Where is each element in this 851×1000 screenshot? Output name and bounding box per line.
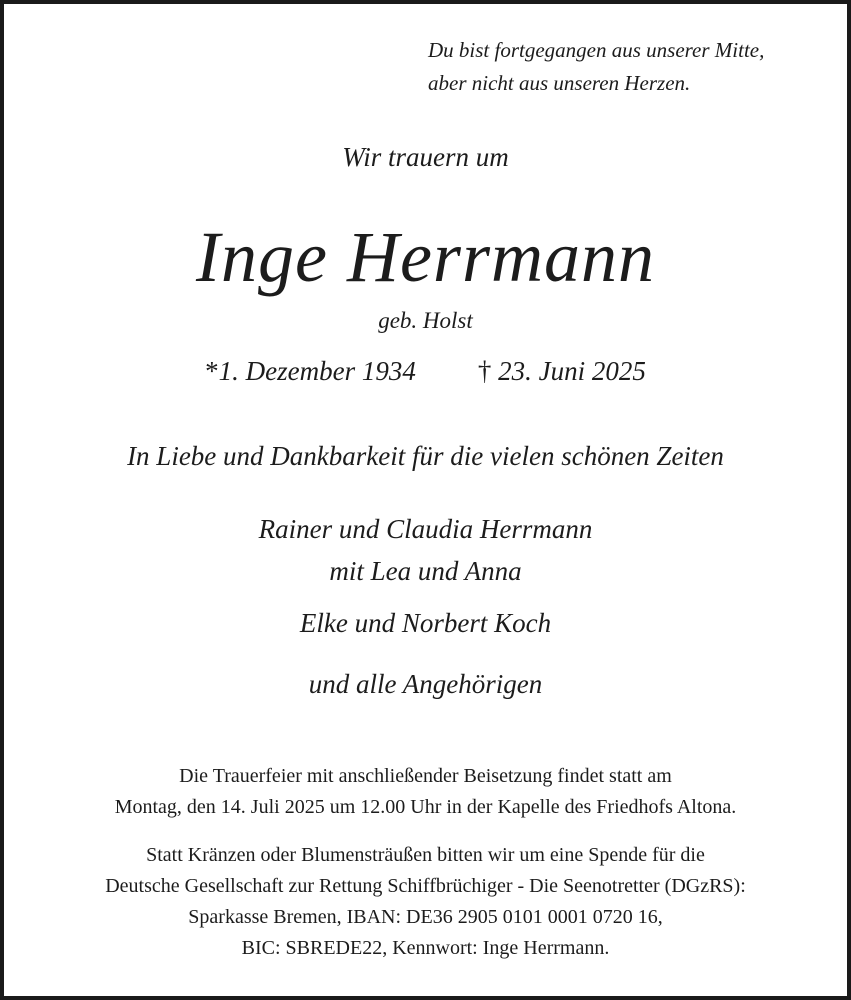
family-group-1-line-2: mit Lea und Anna [329,556,522,586]
family-group-3: und alle Angehörigen [308,669,543,699]
quote-line-2: aber nicht aus unseren Herzen. [428,71,691,95]
dedication: In Liebe und Dankbarkeit für die vielen schönen Zeiten [127,441,724,471]
donation-line-2: Deutsche Gesellschaft zur Rettung Schiffbrüchiger - Die Seenotretter (DGzRS): [105,875,746,897]
memorial-quote [428,34,828,100]
donation-line-3: Sparkasse Bremen, IBAN: DE36 2905 0101 0001 0720 16, [188,906,663,928]
mourning-intro: Wir trauern um [342,142,509,172]
life-dates [4,356,847,387]
donation-line-1: Statt Kränzen oder Blumensträußen bitten wir um eine Spende für die [146,844,705,866]
birth-date: 1. Dezember 1934 [218,356,416,386]
family-group-1-line-1: Rainer und Claudia Herrmann [258,514,593,544]
funeral-info [4,761,847,823]
donation-bic: BIC: SBREDE22, Kennwort: Inge Herrmann. [241,937,610,959]
funeral-line-2: Montag, den 14. Juli 2025 um 12.00 Uhr in der Kapelle des Friedhofs Altona. [114,796,737,818]
family-group-1 [4,508,847,592]
death-date: 23. Juni 2025 [498,356,646,386]
deceased-name: Inge Herrmann [196,217,655,297]
birth-star-icon: * [205,356,219,386]
family-group-2: Elke und Norbert Koch [299,608,552,638]
death-cross-icon: † [477,356,492,386]
quote-line-1: Du bist fortgegangen aus unserer Mitte, [428,38,765,62]
funeral-line-1: Die Trauerfeier mit anschließender Beisetzung findet statt am [179,765,672,787]
maiden-name: geb. Holst [378,308,473,333]
donation-info [4,840,847,933]
